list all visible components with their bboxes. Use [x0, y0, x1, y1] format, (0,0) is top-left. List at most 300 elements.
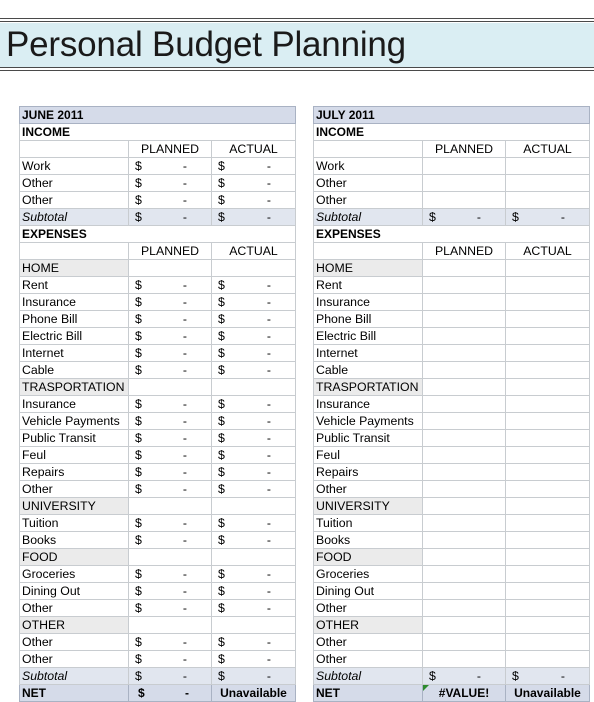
currency-symbol: $ [135, 516, 142, 530]
currency-symbol: $ [218, 346, 225, 360]
expense-label[interactable]: Electric Bill [314, 328, 423, 345]
expense-label[interactable]: Internet [314, 345, 423, 362]
amount-value: - [266, 567, 271, 581]
planned-cell[interactable] [423, 566, 506, 583]
blank-cell [423, 498, 506, 515]
actual-cell[interactable] [212, 311, 296, 328]
actual-cell[interactable] [212, 328, 296, 345]
expense-row [20, 532, 296, 549]
actual-subtotal[interactable] [212, 668, 296, 685]
amount-value: - [266, 465, 271, 479]
blank-cell [129, 617, 212, 634]
column-header-row [20, 243, 296, 260]
actual-cell[interactable] [212, 464, 296, 481]
expense-group-label: FOOD [20, 549, 129, 566]
planned-cell[interactable] [129, 430, 212, 447]
currency-symbol: $ [135, 584, 142, 598]
amount-value: - [266, 584, 271, 598]
actual-cell[interactable] [212, 158, 296, 175]
expense-label[interactable]: Insurance [314, 396, 423, 413]
expense-row [20, 481, 296, 498]
planned-cell[interactable] [423, 328, 506, 345]
currency-symbol: $ [218, 295, 225, 309]
planned-cell[interactable] [129, 515, 212, 532]
amount-value: - [266, 601, 271, 615]
actual-cell[interactable] [506, 566, 590, 583]
blank-cell [129, 379, 212, 396]
amount-value: - [182, 193, 187, 207]
income-label[interactable]: Other [314, 192, 423, 209]
expense-label[interactable]: Rent [314, 277, 423, 294]
error-indicator-icon [423, 685, 429, 691]
currency-symbol: $ [218, 363, 225, 377]
actual-cell[interactable] [212, 634, 296, 651]
expense-label[interactable]: Insurance [20, 294, 129, 311]
blank-cell [212, 617, 296, 634]
expense-row [20, 515, 296, 532]
amount-value: - [266, 414, 271, 428]
blank-cell [423, 617, 506, 634]
expenses-section-label: EXPENSES [20, 226, 296, 243]
actual-subtotal[interactable] [506, 668, 590, 685]
currency-symbol: $ [135, 176, 142, 190]
expense-label[interactable]: Feul [314, 447, 423, 464]
expense-label[interactable]: Cable [20, 362, 129, 379]
actual-subtotal[interactable] [212, 209, 296, 226]
expense-label[interactable]: Rent [20, 277, 129, 294]
amount-value: - [560, 669, 565, 683]
month-title: JUNE 2011 [20, 107, 296, 124]
currency-symbol: $ [135, 346, 142, 360]
blank-cell [20, 141, 129, 158]
currency-symbol: $ [512, 210, 519, 224]
expense-row [20, 294, 296, 311]
expense-row [20, 634, 296, 651]
section-row [20, 226, 296, 243]
net-label: NET [20, 685, 129, 702]
expense-label[interactable]: Dining Out [20, 583, 129, 600]
planned-cell[interactable] [129, 600, 212, 617]
actual-cell[interactable] [506, 192, 590, 209]
actual-cell[interactable] [212, 345, 296, 362]
net-label: NET [314, 685, 423, 702]
actual-cell[interactable] [506, 294, 590, 311]
actual-cell[interactable] [506, 464, 590, 481]
actual-cell[interactable] [506, 158, 590, 175]
expense-row [314, 311, 590, 328]
income-label[interactable]: Other [20, 192, 129, 209]
planned-cell[interactable] [129, 175, 212, 192]
expense-label[interactable]: Other [314, 634, 423, 651]
expense-group-row [20, 498, 296, 515]
planned-cell[interactable] [129, 158, 212, 175]
expense-label[interactable]: Other [20, 481, 129, 498]
actual-cell[interactable] [506, 413, 590, 430]
planned-cell[interactable] [129, 634, 212, 651]
column-header-row [20, 141, 296, 158]
expense-row [20, 311, 296, 328]
currency-symbol: $ [135, 448, 142, 462]
amount-value: - [266, 278, 271, 292]
planned-cell[interactable] [129, 447, 212, 464]
amount-value: - [266, 516, 271, 530]
income-section-label: INCOME [20, 124, 296, 141]
currency-symbol: $ [218, 159, 225, 173]
column-header-row [314, 141, 590, 158]
expense-group-label: TRASPORTATION [20, 379, 129, 396]
currency-symbol: $ [135, 414, 142, 428]
expense-label[interactable]: Other [20, 651, 129, 668]
title-banner [0, 18, 594, 72]
currency-symbol: $ [135, 193, 142, 207]
expense-label[interactable]: Phone Bill [314, 311, 423, 328]
currency-symbol: $ [218, 533, 225, 547]
planned-cell[interactable] [423, 396, 506, 413]
amount-value: - [266, 482, 271, 496]
expense-label[interactable]: Cable [314, 362, 423, 379]
expense-row [314, 277, 590, 294]
blank-cell [423, 379, 506, 396]
expense-label[interactable]: Other [314, 481, 423, 498]
amount-value: - [182, 210, 187, 224]
actual-cell[interactable] [506, 600, 590, 617]
budget-sheet-june [19, 106, 296, 702]
actual-cell[interactable] [212, 583, 296, 600]
amount-value: - [182, 363, 187, 377]
expense-label[interactable]: Dining Out [314, 583, 423, 600]
budget-sheet-july [313, 106, 590, 702]
amount-value: - [182, 533, 187, 547]
actual-cell[interactable] [212, 192, 296, 209]
income-row [314, 175, 590, 192]
actual-cell[interactable] [506, 396, 590, 413]
amount-value: - [476, 669, 481, 683]
title-rule [0, 21, 594, 22]
expense-label[interactable]: Other [20, 634, 129, 651]
currency-symbol: $ [218, 482, 225, 496]
planned-cell[interactable] [423, 515, 506, 532]
expense-group-row [20, 549, 296, 566]
expense-row [20, 566, 296, 583]
amount-value: - [182, 482, 187, 496]
month-header-row [20, 107, 296, 124]
actual-cell[interactable] [506, 447, 590, 464]
amount-value: - [182, 278, 187, 292]
subtotal-label: Subtotal [20, 668, 129, 685]
planned-cell[interactable] [423, 600, 506, 617]
planned-cell[interactable] [423, 192, 506, 209]
planned-cell[interactable] [129, 311, 212, 328]
actual-cell[interactable] [212, 447, 296, 464]
expense-row [20, 447, 296, 464]
section-row [314, 124, 590, 141]
currency-symbol: $ [135, 295, 142, 309]
blank-cell [506, 549, 590, 566]
planned-cell[interactable] [129, 328, 212, 345]
currency-symbol: $ [218, 567, 225, 581]
currency-symbol: $ [135, 533, 142, 547]
expense-row [314, 634, 590, 651]
actual-cell[interactable] [506, 362, 590, 379]
amount-value: - [266, 669, 271, 683]
actual-cell[interactable] [212, 651, 296, 668]
expense-label[interactable]: Repairs [314, 464, 423, 481]
expense-label[interactable]: Phone Bill [20, 311, 129, 328]
income-label[interactable]: Work [314, 158, 423, 175]
expense-group-label: TRASPORTATION [314, 379, 423, 396]
currency-symbol: $ [218, 193, 225, 207]
amount-value: - [266, 295, 271, 309]
expense-label[interactable]: Tuition [20, 515, 129, 532]
net-planned-value[interactable]: #VALUE! [423, 685, 506, 702]
blank-cell [314, 243, 423, 260]
amount-value: - [266, 448, 271, 462]
currency-symbol: $ [512, 669, 519, 683]
planned-subtotal[interactable] [423, 209, 506, 226]
expense-label[interactable]: Public Transit [20, 430, 129, 447]
amount-value: - [182, 431, 187, 445]
currency-symbol: $ [218, 448, 225, 462]
actual-cell[interactable] [506, 311, 590, 328]
currency-symbol: $ [218, 601, 225, 615]
expense-label[interactable]: Vehicle Payments [20, 413, 129, 430]
month-header-row [314, 107, 590, 124]
expense-row [314, 413, 590, 430]
expense-row [314, 447, 590, 464]
currency-symbol: $ [218, 431, 225, 445]
planned-cell[interactable] [423, 583, 506, 600]
expense-group-row [314, 260, 590, 277]
currency-symbol: $ [135, 567, 142, 581]
expense-row [20, 396, 296, 413]
income-label[interactable]: Other [20, 175, 129, 192]
expense-row [314, 651, 590, 668]
currency-symbol: $ [429, 210, 436, 224]
currency-symbol: $ [135, 210, 142, 224]
expense-group-label: UNIVERSITY [20, 498, 129, 515]
expense-row [20, 651, 296, 668]
currency-symbol: $ [218, 669, 225, 683]
currency-symbol: $ [218, 312, 225, 326]
section-row [20, 124, 296, 141]
income-label[interactable]: Work [20, 158, 129, 175]
actual-cell[interactable] [506, 277, 590, 294]
planned-subtotal[interactable] [423, 668, 506, 685]
expense-label[interactable]: Other [20, 600, 129, 617]
planned-cell[interactable] [129, 413, 212, 430]
expense-label[interactable]: Books [314, 532, 423, 549]
currency-symbol: $ [218, 516, 225, 530]
planned-cell[interactable] [129, 362, 212, 379]
income-section-label: INCOME [314, 124, 590, 141]
currency-symbol: $ [135, 159, 142, 173]
expense-row [314, 345, 590, 362]
actual-cell[interactable] [212, 175, 296, 192]
expense-row [314, 396, 590, 413]
planned-cell[interactable] [423, 362, 506, 379]
actual-column-header: ACTUAL [212, 141, 296, 158]
expenses-section-label: EXPENSES [314, 226, 590, 243]
actual-cell[interactable] [506, 515, 590, 532]
blank-cell [506, 498, 590, 515]
expense-group-row [20, 260, 296, 277]
expense-group-row [314, 498, 590, 515]
expense-label[interactable]: Insurance [20, 396, 129, 413]
actual-cell[interactable] [212, 396, 296, 413]
expense-subtotal-row [20, 668, 296, 685]
currency-symbol: $ [135, 363, 142, 377]
planned-cell[interactable] [423, 447, 506, 464]
planned-cell[interactable] [423, 158, 506, 175]
planned-column-header: PLANNED [423, 141, 506, 158]
title-rule [0, 67, 594, 68]
expense-subtotal-row [314, 668, 590, 685]
planned-cell[interactable] [423, 175, 506, 192]
planned-cell[interactable] [129, 294, 212, 311]
planned-cell[interactable] [129, 481, 212, 498]
expense-label[interactable]: Books [20, 532, 129, 549]
planned-cell[interactable] [423, 345, 506, 362]
actual-cell[interactable] [212, 566, 296, 583]
currency-symbol: $ [135, 312, 142, 326]
currency-symbol: $ [135, 601, 142, 615]
expense-row [20, 362, 296, 379]
expense-label[interactable]: Other [314, 600, 423, 617]
expense-label[interactable]: Public Transit [314, 430, 423, 447]
amount-value: - [182, 329, 187, 343]
actual-cell[interactable] [506, 583, 590, 600]
planned-cell[interactable] [129, 396, 212, 413]
expense-label[interactable]: Electric Bill [20, 328, 129, 345]
actual-cell[interactable] [506, 532, 590, 549]
title-rule [0, 70, 594, 71]
blank-cell [129, 498, 212, 515]
expense-label[interactable]: Insurance [314, 294, 423, 311]
actual-cell[interactable] [212, 294, 296, 311]
blank-cell [506, 260, 590, 277]
net-actual-value[interactable]: Unavailable [212, 685, 296, 702]
actual-cell[interactable] [212, 277, 296, 294]
amount-value: - [182, 448, 187, 462]
planned-subtotal[interactable] [129, 668, 212, 685]
actual-cell[interactable] [212, 515, 296, 532]
actual-cell[interactable] [506, 481, 590, 498]
actual-cell[interactable] [506, 430, 590, 447]
income-row [314, 158, 590, 175]
expense-row [20, 413, 296, 430]
planned-cell[interactable] [423, 481, 506, 498]
expense-row [20, 464, 296, 481]
amount-value: - [266, 397, 271, 411]
expense-label[interactable]: Repairs [20, 464, 129, 481]
column-header-row [314, 243, 590, 260]
amount-value: - [182, 295, 187, 309]
actual-cell[interactable] [212, 600, 296, 617]
expense-label[interactable]: Vehicle Payments [314, 413, 423, 430]
amount-value: - [266, 431, 271, 445]
expense-label[interactable]: Internet [20, 345, 129, 362]
actual-cell[interactable] [506, 345, 590, 362]
planned-cell[interactable] [423, 277, 506, 294]
planned-cell[interactable] [423, 430, 506, 447]
actual-cell[interactable] [212, 481, 296, 498]
amount-value: - [182, 465, 187, 479]
planned-cell[interactable] [423, 651, 506, 668]
planned-cell[interactable] [423, 464, 506, 481]
planned-cell[interactable] [423, 532, 506, 549]
net-actual-value[interactable]: Unavailable [506, 685, 590, 702]
planned-cell[interactable] [423, 294, 506, 311]
expense-group-label: OTHER [20, 617, 129, 634]
planned-cell[interactable] [129, 277, 212, 294]
amount-value: - [476, 210, 481, 224]
planned-cell[interactable] [129, 532, 212, 549]
actual-cell[interactable] [506, 328, 590, 345]
planned-cell[interactable] [129, 464, 212, 481]
title-rule [0, 18, 594, 19]
amount-value: - [182, 601, 187, 615]
planned-cell[interactable] [423, 413, 506, 430]
planned-subtotal[interactable] [129, 209, 212, 226]
planned-cell[interactable] [129, 566, 212, 583]
planned-cell[interactable] [129, 583, 212, 600]
actual-column-header: ACTUAL [506, 243, 590, 260]
actual-cell[interactable] [212, 413, 296, 430]
planned-cell[interactable] [129, 651, 212, 668]
amount-value: - [266, 193, 271, 207]
expense-row [314, 566, 590, 583]
blank-cell [212, 260, 296, 277]
currency-symbol: $ [218, 465, 225, 479]
currency-symbol: $ [218, 584, 225, 598]
planned-column-header: PLANNED [129, 243, 212, 260]
expense-label[interactable]: Tuition [314, 515, 423, 532]
planned-cell[interactable] [129, 192, 212, 209]
actual-cell[interactable] [212, 430, 296, 447]
actual-cell[interactable] [506, 651, 590, 668]
actual-cell[interactable] [506, 634, 590, 651]
actual-subtotal[interactable] [506, 209, 590, 226]
amount-value: - [266, 652, 271, 666]
expense-row [314, 515, 590, 532]
income-label[interactable]: Other [314, 175, 423, 192]
subtotal-label: Subtotal [314, 209, 423, 226]
planned-column-header: PLANNED [423, 243, 506, 260]
amount-value: - [182, 159, 187, 173]
amount-value: - [182, 346, 187, 360]
blank-cell [314, 141, 423, 158]
expense-group-label: HOME [314, 260, 423, 277]
expense-label[interactable]: Feul [20, 447, 129, 464]
blank-cell [212, 549, 296, 566]
expense-row [314, 600, 590, 617]
expense-group-row [20, 379, 296, 396]
expense-label[interactable]: Groceries [314, 566, 423, 583]
currency-symbol: $ [135, 652, 142, 666]
expense-label[interactable]: Groceries [20, 566, 129, 583]
actual-cell[interactable] [212, 362, 296, 379]
planned-cell[interactable] [129, 345, 212, 362]
planned-cell[interactable] [423, 634, 506, 651]
expense-row [314, 464, 590, 481]
planned-cell[interactable] [423, 311, 506, 328]
actual-column-header: ACTUAL [212, 243, 296, 260]
actual-cell[interactable] [212, 532, 296, 549]
currency-symbol: $ [429, 669, 436, 683]
expense-group-label: UNIVERSITY [314, 498, 423, 515]
actual-cell[interactable] [506, 175, 590, 192]
expense-label[interactable]: Other [314, 651, 423, 668]
